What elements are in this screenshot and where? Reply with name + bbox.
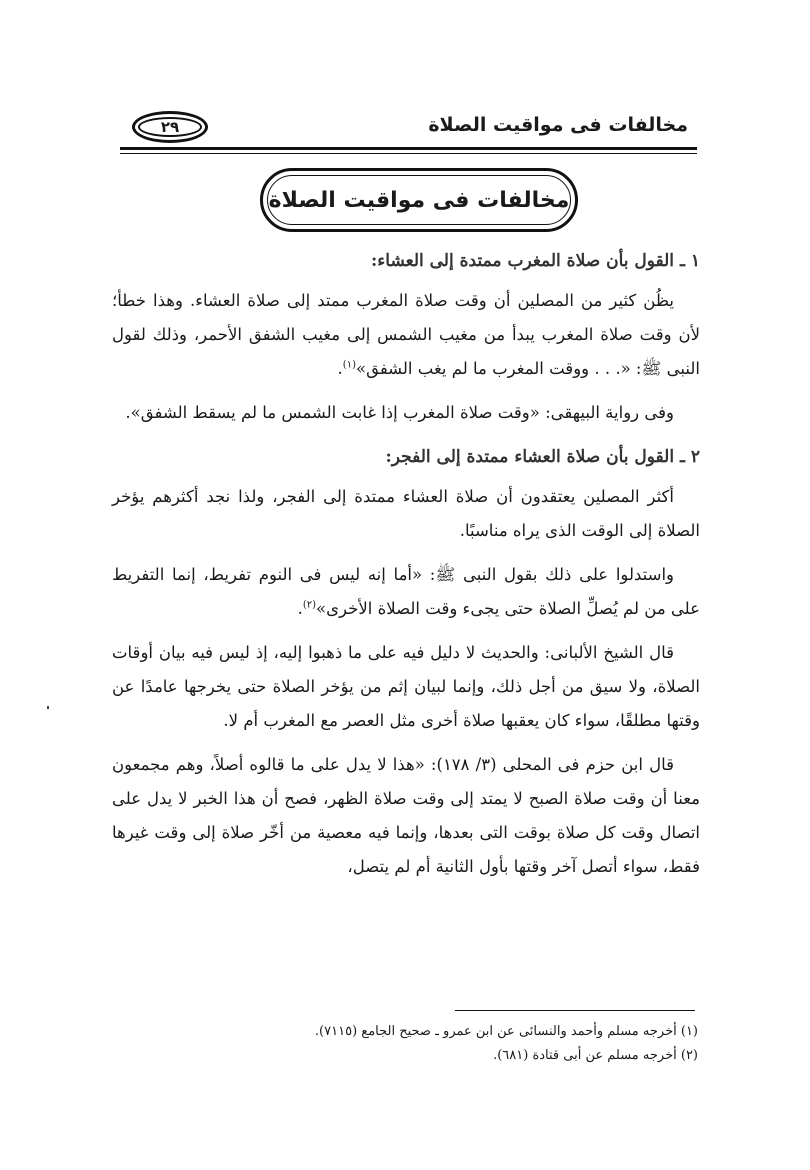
paragraph (112, 748, 700, 884)
paragraph-text: قال ابن حزم فى المحلى (٣/ ١٧٨): «هذا لا يدل على ما قالوه أصلاً، وهم مجمعون معنا أن وقت صلاة الصبح لا يمتد إلى وقت صلاة الظهر، فصح أن هذا الخبر لا يدل على اتصال وقت كل صلاة بوقت التى بعدها، وإنما فيه معصية من أخّر صلاة إلى وقت غيرها فقط، سواء أتصل آخر وقتها بأول الثانية أم لم يتصل، (112, 755, 700, 876)
footnote: (٢) أخرجه مسلم عن أبى قتادة (٦٨١). (493, 1048, 698, 1063)
paragraph (112, 396, 700, 430)
paragraph-text: قال الشيخ الألبانى: والحديث لا دليل فيه على ما ذهبوا إليه، إذ ليس فيه بيان أوقات الصلاة، ولا سيق من أجل ذلك، وإنما لبيان إثم من يؤخر الصلاة حتى يخرجها عامدًا عن وقتها مطلقًا، سواء كان يعقبها صلاة أخرى مثل العصر مع المغرب أم لا. (112, 643, 700, 730)
running-header-title: مخالفات فى مواقيت الصلاة (428, 114, 688, 136)
footnote: (١) أخرجه مسلم وأحمد والنسائى عن ابن عمرو ـ صحيح الجامع (٧١١٥). (314, 1024, 698, 1039)
chapter-title: مخالفات فى مواقيت الصلاة (268, 187, 570, 213)
header-rule (120, 147, 697, 150)
paragraph-text: يظُن كثير من المصلين أن وقت صلاة المغرب ممتد إلى صلاة العشاء. وهذا خطأ؛ لأن وقت صلاة المغرب يبدأ من مغيب الشمس إلى مغيب الشفق الأحمر، وذلك لقول النبى ﷺ: «. . . ووقت المغرب ما لم يغب الشفق» (112, 291, 700, 378)
paragraph-end: . (337, 359, 343, 378)
footnote-separator (455, 1010, 695, 1011)
section-heading: ٢ ـ القول بأن صلاة العشاء ممتدة إلى الفجر: (385, 447, 700, 467)
footnotes (110, 1020, 698, 1068)
page-number-badge (132, 111, 208, 143)
chapter-title-box (260, 168, 578, 232)
scan-speck (47, 706, 49, 709)
page-number: ٢٩ (160, 118, 180, 136)
paragraph-end: . (297, 599, 303, 618)
paragraph (112, 558, 700, 626)
paragraph-text: واستدلوا على ذلك بقول النبى ﷺ: «أما إنه ليس فى النوم تفريط، إنما التفريط على من لم يُصلِّ الصلاة حتى يجىء وقت الصلاة الأخرى» (112, 565, 700, 618)
header-rule-thin (120, 153, 697, 154)
footnote-ref: (٢) (302, 599, 317, 611)
paragraph (112, 636, 700, 738)
section-heading: ١ ـ القول بأن صلاة المغرب ممتدة إلى العشاء: (371, 251, 700, 271)
footnote-ref: (١) (342, 359, 356, 371)
paragraph-text: أكثر المصلين يعتقدون أن صلاة العشاء ممتدة إلى الفجر، ولذا نجد أكثرهم يؤخر الصلاة إلى الوقت الذى يراه مناسبًا. (112, 487, 700, 540)
paragraph-text: وفى رواية البيهقى: «وقت صلاة المغرب إذا غابت الشمس ما لم يسقط الشفق». (125, 403, 674, 422)
body-text (112, 244, 700, 894)
paragraph (112, 284, 700, 386)
paragraph (112, 480, 700, 548)
